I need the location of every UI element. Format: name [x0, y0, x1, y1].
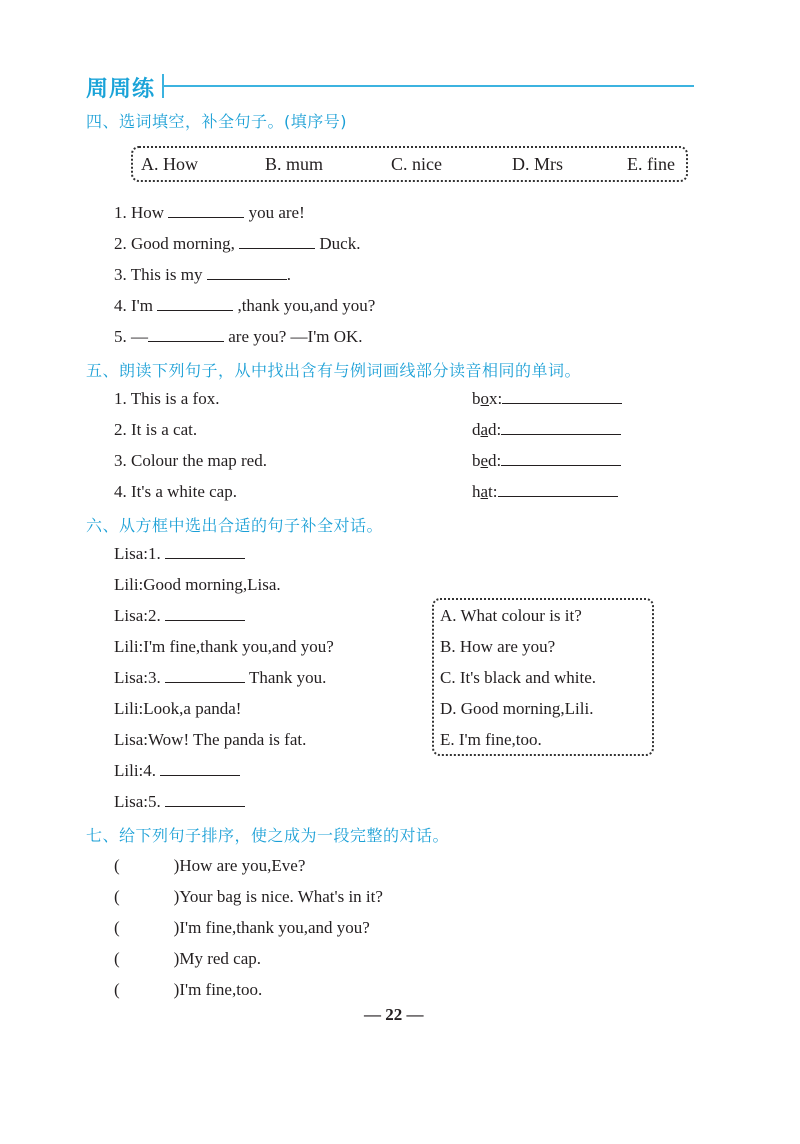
dialogue-line: Lisa:3. Thank you. — [114, 668, 327, 687]
dialogue-line: Lisa:1. — [114, 544, 245, 564]
dialogue-line: Lisa:5. — [114, 792, 245, 812]
order-item: ( )How are you,Eve? — [114, 856, 306, 875]
answer-blank[interactable] — [148, 327, 224, 342]
answer-blank[interactable] — [165, 792, 245, 807]
answer-blank[interactable] — [207, 265, 287, 280]
answer-blank[interactable] — [239, 234, 315, 249]
page-number: — 22 — — [364, 1005, 424, 1024]
section4-item: 4. I'm ,thank you,and you? — [114, 296, 376, 315]
header-title: 周周练 — [86, 77, 156, 102]
section5-word-row: bed: — [472, 451, 621, 471]
section5-title: 五、朗读下列句子，从中找出含有与例词画线部分读音相同的单词。 — [86, 361, 582, 380]
section4-item: 3. This is my . — [114, 265, 291, 284]
answer-blank[interactable] — [165, 544, 245, 559]
section4-option: B. mum — [265, 154, 324, 174]
section5-sentence: 1. This is a fox. — [114, 389, 220, 408]
order-item: ( )I'm fine,thank you,and you? — [114, 918, 370, 937]
section4-item: 1. How you are! — [114, 203, 305, 222]
section4-item: 2. Good morning, Duck. — [114, 234, 361, 253]
answer-blank[interactable] — [157, 296, 233, 311]
section6-option: B. How are you? — [440, 637, 556, 656]
section4-option: C. nice — [391, 154, 442, 174]
section6-option: C. It's black and white. — [440, 668, 597, 687]
answer-blank[interactable] — [501, 420, 621, 435]
header-rule — [164, 85, 694, 87]
section5-word-row: box: — [472, 389, 622, 409]
section6-option: D. Good morning,Lili. — [440, 699, 594, 718]
dialogue-line: Lili:I'm fine,thank you,and you? — [114, 637, 334, 656]
section5-sentence: 4. It's a white cap. — [114, 482, 237, 501]
answer-blank[interactable] — [165, 668, 245, 683]
dialogue-line: Lili:4. — [114, 761, 240, 781]
section4-option: D. Mrs — [512, 154, 564, 174]
section5-word-row: dad: — [472, 420, 621, 440]
order-item: ( )Your bag is nice. What's in it? — [114, 887, 383, 906]
section5-word-row: hat: — [472, 482, 618, 502]
order-item: ( )I'm fine,too. — [114, 980, 263, 999]
section6-title: 六、从方框中选出合适的句子补全对话。 — [86, 516, 384, 535]
answer-blank[interactable] — [168, 203, 244, 218]
section5-sentence: 3. Colour the map red. — [114, 451, 267, 470]
dialogue-line: Lisa:Wow! The panda is fat. — [114, 730, 307, 749]
section6-option: A. What colour is it? — [440, 606, 582, 625]
section7-title: 七、给下列句子排序，使之成为一段完整的对话。 — [86, 826, 450, 845]
answer-blank[interactable] — [165, 606, 245, 621]
section5-sentence: 2. It is a cat. — [114, 420, 198, 439]
answer-blank[interactable] — [501, 451, 621, 466]
section4-title: 四、选词填空，补全句子。(填序号) — [86, 112, 347, 131]
order-item: ( )My red cap. — [114, 949, 262, 968]
section4-option: A. How — [141, 154, 198, 174]
answer-blank[interactable] — [502, 389, 622, 404]
dialogue-line: Lili:Look,a panda! — [114, 699, 242, 718]
answer-blank[interactable] — [498, 482, 618, 497]
section4-option: E. fine — [627, 154, 675, 174]
dialogue-line: Lisa:2. — [114, 606, 245, 626]
answer-blank[interactable] — [160, 761, 240, 776]
section4-item: 5. — are you? —I'm OK. — [114, 327, 363, 346]
section6-option: E. I'm fine,too. — [440, 730, 542, 749]
dialogue-line: Lili:Good morning,Lisa. — [114, 575, 281, 594]
